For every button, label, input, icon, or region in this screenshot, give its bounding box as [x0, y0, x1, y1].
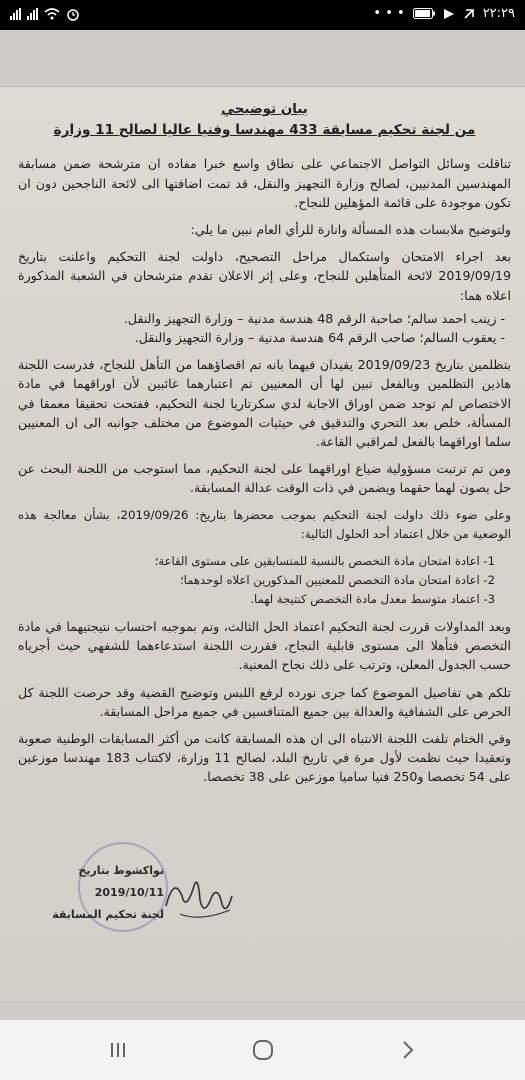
signature-name: لجنة تحكيم المسابقة — [52, 908, 164, 921]
clock: ٢٢:٢٩ — [482, 6, 515, 21]
option-item-1: 1- اعادة امتحان مادة التخصص بالنسبة للمتسابقين على مستوى القاعة؛ — [154, 554, 495, 569]
back-icon — [401, 1040, 415, 1060]
options-list — [18, 552, 495, 609]
vpn-icon — [463, 8, 475, 20]
navigation-bar — [0, 1020, 525, 1080]
paragraph-6: وعلى ضوء ذلك داولت لجنة التحكيم بموجب محضرها بتاريخ: 2019/09/26، بشأن معالجة هذه الوضعية من خلال اعتماد أحد الحلول التالية: — [18, 507, 511, 541]
candidate-item-2: - يعقوب السالم؛ صاحب الرقم 64 هندسة مدنية – وزارة التجهيز والنقل. — [134, 330, 505, 346]
document-photo — [0, 30, 525, 1020]
battery-icon — [413, 8, 435, 19]
paragraph-1: تناقلت وسائل التواصل الاجتماعي على نطاق واسع خبرا مفاده ان مترشحة ضمن مسابقة المهندسين المدنيين، لصالح وزارة التجهيز والنقل، قد تمت اضافتها الى لائحة الناجحين دون ان تكون موجودة على قائمة المؤهلين للنجاح. — [18, 156, 511, 210]
status-icons-right — [373, 6, 515, 21]
signature-block — [34, 860, 164, 926]
paragraph-4: بتظلمين بتاريخ 2019/09/23 يفيدان فيهما بانه تم اقصاؤهما من التأهل للنجاح، فدرست اللجنة هاذين التظلمين وبالفعل تبين لها أن المعنيين تم اعتبارهما غائبين لأن اوراقهما في مادة الاختصاص لم توجد ضمن اوراق الاجابة لدي سكرتاريا لجنة التحكيم، ففتحت تحقيقا معمقا في المسألة، خلص بعد التحري والتدقيق في حيثيات الموضوع من مختلف جوانبه الى ان المعنيين سلما اوراقهما بالفعل لمراقبي القاعة. — [18, 357, 511, 450]
alarm-icon — [66, 7, 80, 21]
paragraph-2: ولتوضيح ملابسات هذه المسألة وانارة للرأي العام نبين ما يلي: — [190, 222, 511, 238]
option-item-2: 2- اعادة امتحان مادة التخصص للمعنيين المذكورين اعلاه لوحدهما؛ — [179, 573, 495, 588]
status-bar — [0, 0, 525, 30]
notification-icon — [443, 8, 455, 20]
handwritten-signature — [160, 866, 240, 926]
paragraph-3: بعد اجراء الامتحان واستكمال مراحل التصحيح، داولت لجنة التحكيم واعلنت بتاريخ 2019/09/19 لائحة المتأهلين للنجاح، وعلى إثر الاعلان تقدم مترشحان في الشعبة المذكورة اعلاه هما: — [18, 249, 511, 303]
more-dots: • • • — [373, 6, 405, 21]
recent-apps-button[interactable] — [98, 1034, 138, 1066]
home-icon — [252, 1039, 274, 1061]
back-button[interactable] — [388, 1034, 428, 1066]
wifi-icon — [44, 8, 60, 20]
paragraph-7: وبعد المداولات قررت لجنة التحكيم اعتماد الحل الثالث، وتم بموجبه احتساب نتيجتيهما في مادة التخصص فتأهلا الى مستوى قابلية النجاح، فقررت اللجنة استدعاءهما للشفهي حيث أجرياه حسب الجدول المعلن، وترتب على ذلك نجاح المعنية. — [18, 619, 511, 673]
signal-icon — [10, 8, 21, 20]
signal-icon-2 — [27, 8, 38, 20]
paragraph-5: ومن تم ترتبت مسؤولية ضياع اوراقهما على لجنة التحكيم، مما استوجب من اللجنة البحث عن حل يصون لهما حقهما ويضمن في ذات الوقت عدالة المسابقة. — [18, 461, 511, 496]
paragraph-9: وفي الختام تلفت اللجنة الانتباه الى ان هذه المسابقة كانت من أكثر المسابقات الوطنية صعوبة وتعقيدا حيث نظمت لأول مرة في تاريخ البلد، لصالح 11 وزارة، لاكتتاب 183 مهندسا موزعين على 54 تخصصا و250 فنيا ساميا موزعين على 38 تخصصا. — [18, 731, 512, 785]
option-item-3: 3- اعتماد متوسط معدل مادة التخصص كنتيجة لهما. — [250, 592, 495, 607]
paragraph-8: تلكم هي تفاصيل الموضوع كما جرى نورده لرفع اللبس وتوضيح القضية وقد حرصت اللجنة كل الحرص على الشفافية والعدالة بين جميع المتنافسين في جميع مراحل المسابقة. — [18, 684, 511, 719]
document-text — [18, 100, 511, 795]
status-icons-left — [10, 7, 80, 21]
document-title: بيان توضيحي — [221, 102, 308, 117]
home-button[interactable] — [243, 1034, 283, 1066]
candidate-item-1: - زينب احمد سالم؛ صاحبة الرقم 48 هندسة مدنية – وزارة التجهيز والنقل. — [123, 310, 505, 326]
recent-apps-icon — [109, 1041, 127, 1059]
document-subtitle: من لجنة تحكيم مسابقة 433 مهندسا وفنيا عاليا لصالح 11 وزارة — [53, 122, 476, 139]
signature-date: نواكشوط بتاريخ 2019/10/11 — [78, 864, 164, 899]
